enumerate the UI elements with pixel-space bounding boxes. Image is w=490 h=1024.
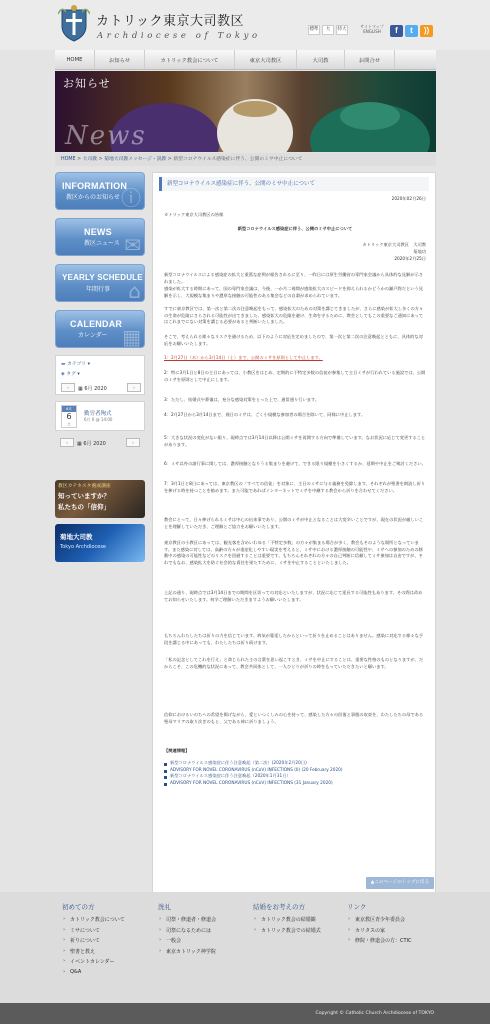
calendar-month-2[interactable] bbox=[77, 440, 106, 447]
footer-link[interactable]: › カトリック教会での結婚式 bbox=[253, 927, 321, 934]
tag-dropdown[interactable] bbox=[61, 370, 80, 377]
tag-label: タグ bbox=[66, 372, 76, 377]
article-date: 2020年02月26日 bbox=[391, 197, 426, 202]
breadcrumb bbox=[55, 153, 436, 166]
banner2-line1: 菊地大司教 bbox=[60, 533, 93, 541]
event-date-day: 6 bbox=[66, 412, 72, 421]
sitemap-link[interactable] bbox=[360, 24, 384, 34]
font-size-large-button[interactable]: 大 bbox=[322, 25, 334, 35]
yearly-watermark-icon: ⌂ bbox=[128, 279, 141, 302]
breadcrumb-home[interactable]: HOME bbox=[61, 157, 76, 162]
footer-link[interactable]: › 東京教区青少年委員会 bbox=[347, 916, 412, 923]
sidebar-news-ja: 教区ニュース bbox=[84, 240, 120, 247]
banner2-line2: Tokyo Archdiocese bbox=[60, 544, 107, 550]
nav-contact[interactable]: お問合せ bbox=[345, 50, 395, 69]
event-date-weekday: 土 bbox=[67, 422, 71, 426]
copyright: Copyright © Catholic Church Archdiocese of TOKYO bbox=[0, 1003, 490, 1024]
related-link[interactable]: ADVISORY FOR NOVEL CORONAVIRUS (nCoV) INFECTIONS (31 January 2020) bbox=[164, 781, 426, 788]
footer-link[interactable]: › 聖書と教え bbox=[62, 948, 125, 955]
sidebar-information-button[interactable] bbox=[55, 172, 145, 210]
article-item-2: 2：特に3月1日と8日の主日にあっては、小教区をはじめ、定期的に不特定多数の信徒が参集して主日ミサが行われている施設では、公開のミサを原則として中止にします。 bbox=[164, 371, 426, 383]
facebook-icon[interactable]: f bbox=[390, 25, 403, 37]
sitemap-label[interactable]: サイトマップ bbox=[360, 24, 384, 29]
footer-link[interactable]: › 司祭・修道者・修道会 bbox=[158, 916, 216, 923]
sidebar-calendar-en: CALENDAR bbox=[70, 319, 123, 329]
site-header bbox=[0, 0, 490, 50]
calendar-prev-button-2[interactable]: ‹ bbox=[60, 438, 74, 447]
folder-icon: ▬ bbox=[61, 362, 66, 367]
article-paragraph: 感染が拡大する時期にあって、国の専門家会議は、今後、一か月二週間が感染拡大のスピードを抑えられるかどうかの瀬戸際だという見解を示し、大規模な集まりや濃厚な接触の可能性のある集会などの自粛が求められています。 bbox=[164, 287, 423, 299]
footer-link[interactable]: › 司祭になるためには bbox=[158, 927, 216, 934]
breadcrumb-separator: > bbox=[77, 157, 82, 162]
sidebar-yearly-en: YEARLY SCHEDULE bbox=[62, 273, 143, 282]
calendar-prev-button[interactable]: ‹ bbox=[61, 383, 75, 392]
article-sender-3: 2020年2月25日 bbox=[394, 257, 426, 262]
article-title: 新型コロナウイルス感染症に伴う、公開のミサ中止について bbox=[237, 227, 353, 232]
footer-link[interactable]: › カリタスの家 bbox=[347, 927, 412, 934]
breadcrumb-separator: > bbox=[167, 157, 172, 162]
footer-link[interactable]: › イベントカレンダー bbox=[62, 958, 125, 965]
event-date-card bbox=[61, 405, 77, 428]
calendar-next-button[interactable]: › bbox=[127, 383, 141, 392]
event-panel bbox=[55, 401, 145, 431]
article-greeting: カトリック東京大司教区の皆様 bbox=[164, 213, 224, 218]
article-item-3: 3：ただし、結婚式や葬儀は、充分な感染対策をとった上で、通常通り行います。 bbox=[164, 398, 320, 403]
article-item-4: 4：2月27日から3月14日まで、週日のミサは、ごく小規模な参加者の場合を除いて、同様に中止します。 bbox=[164, 413, 366, 418]
article-paragraph: 新型コロナウイルスによる感染症の拡大と重篤な症例が報告されるに至り、一昨日には厚生労働省の専門家会議から具体的な見解が示されました。 bbox=[164, 273, 423, 285]
footer-link[interactable]: › ミサについて bbox=[62, 927, 125, 934]
related-link[interactable]: 新型コロナウイルス感染症に伴う注意喚起（第二次）(2020年2月20日) bbox=[164, 761, 426, 768]
article-paragraph: 信仰におけるいのちへの希望を掲げながら、愛といつくしみの心を持って、感染した方々の回復と事態の収束を、わたしたちの母である聖母マリアの取り次ぎのもと、父である神に祈りましょう。 bbox=[164, 713, 424, 725]
event-time: 6月 6 @ 14:00 bbox=[84, 417, 113, 422]
calendar-month-2-label: 6月 2020 bbox=[83, 441, 106, 447]
article-paragraph: すでに東京教区では、第一次と第二次の注意喚起をもって、感染拡大のための対策を講じてきましたが、さらに感染が拡大し多くの方々の生命が危険にさらされる可能性が出てきました。感染拡大の危険を避け、生命を守るために、教会としてもこの重要なご通知にあってはこれまでにない対策を講じる必要があると判断いたしました。 bbox=[164, 307, 424, 326]
sidebar-calendar-button[interactable] bbox=[55, 310, 145, 348]
footer-col-heading: 結婚をお考えの方 bbox=[253, 903, 305, 911]
sidebar-calendar-ja: カレンダー bbox=[78, 332, 108, 339]
calendar-month-1-label: 6月 2020 bbox=[84, 386, 107, 392]
sidebar-information-en: INFORMATION bbox=[62, 181, 128, 191]
calendar-nav-2 bbox=[55, 435, 145, 450]
related-link[interactable]: ADVISORY FOR NOVEL CORONAVIRUS (nCoV) INFECTIONS (II) (20 February 2020) bbox=[164, 768, 426, 775]
news-watermark-icon: ✉ bbox=[124, 233, 141, 256]
footer-col-marriage bbox=[253, 902, 321, 937]
sidebar-information-ja: 教区からのお知らせ bbox=[66, 194, 120, 201]
archbishop-banner[interactable] bbox=[55, 524, 145, 562]
footer-link[interactable]: › 東京カトリック神学院 bbox=[158, 948, 216, 955]
nav-home[interactable]: HOME bbox=[55, 50, 95, 69]
breadcrumb-messages[interactable]: 菊地大司教メッセージ・説教 bbox=[104, 157, 167, 162]
site-title[interactable]: カトリック東京大司教区 bbox=[96, 14, 244, 29]
font-size-normal-button[interactable]: 標準 bbox=[308, 25, 320, 35]
nav-about-church[interactable]: カトリック教会について bbox=[145, 50, 235, 69]
main-nav bbox=[55, 50, 436, 70]
footer-link[interactable]: › 一般会 bbox=[158, 937, 216, 944]
banner1-line3: 私たちの「信仰」 bbox=[58, 503, 110, 511]
calendar-icon: ▦ bbox=[77, 441, 82, 447]
breadcrumb-separator: > bbox=[98, 157, 103, 162]
article-paragraph: 東京教区の小教区にあっては、観光客を含めいわゆる「不特定多数」の方々が集まる場合が多く、教会もそのような場所となっています。また感染に対しては、高齢の方々が重症化しやすい現実を考えると、ミサ中における濃厚接触の可能性や、ミサへの参加のための移動中の感染の可能性などのリスクを回避することは重要です。もちろんそれぞれの方々の自己判断に信頼してミサ参加は自由ですが、それでもなお、感染拡大を防ぐ社会的な責任を果たすために、ミサを中止することといたしました。 bbox=[164, 541, 423, 566]
sidebar-yearly-ja: 年間行事 bbox=[86, 286, 111, 293]
sidebar-news-en: NEWS bbox=[84, 227, 112, 237]
article-item-6: 6：ミサ以外の諸行事に関しては、濃厚接触となりうる集まりを避けて、できる限り規模を小さくするか、延期や中止をご検討ください。 bbox=[164, 462, 426, 467]
event-date-month: 6月 bbox=[62, 406, 76, 412]
footer-link[interactable]: › 修院・修道会の方：CTIC bbox=[347, 937, 412, 944]
article-paragraph: 「私の記念としてこれを行え」と命じられた主の言葉を思い起こすとき、ミサを中止にすることは、重要な性格のものとなりますが、だからこそ、この危機的な状況にあって、教会共同体として、一人ひとりが祈りの時をもっていただきたいと願います。 bbox=[164, 658, 424, 670]
rss-icon[interactable]: )) bbox=[420, 25, 433, 37]
event-title[interactable]: 勤労者殉式 bbox=[84, 411, 112, 417]
footer-link[interactable]: › カトリック教会の結婚観 bbox=[253, 916, 321, 923]
related-link[interactable]: 新型コロナウイルス感染症に伴う注意喚起（2020年1月31日） bbox=[164, 774, 426, 781]
footer-col-first-timers bbox=[62, 902, 125, 979]
font-size-xlarge-button[interactable]: 特大 bbox=[336, 25, 348, 35]
info-watermark-icon: ⓘ bbox=[121, 186, 141, 210]
back-to-top-button[interactable]: ▲このページのトップに戻る bbox=[366, 877, 434, 889]
article-paragraph: そこで、考えられる様々なリスクを避けるため、以下のように対応を定めましたので、第一次と第二次の注意喚起とともに、具体的な対応をお願いいたします。 bbox=[164, 335, 423, 347]
nav-archbishop[interactable]: 大司教 bbox=[297, 50, 345, 69]
breadcrumb-current: 新型コロナウイルス感染症に伴う、公開のミサ中止について bbox=[173, 157, 303, 162]
archdiocese-crest-icon[interactable] bbox=[58, 4, 90, 42]
taxonomy-panel bbox=[55, 355, 145, 395]
tag-icon: ◆ bbox=[61, 372, 65, 377]
article-heading: 新型コロナウイルス感染症に伴う、公開のミサ中止について bbox=[159, 177, 429, 191]
sidebar-yearly-button[interactable] bbox=[55, 264, 145, 302]
nav-archdiocese[interactable]: 東京大司教区 bbox=[235, 50, 297, 69]
article-paragraph: 教会にとって、日々捧げられるミサは中心の出来事であり、公開のミサが中止となることは大変辛いことですが、現在の状況が厳しいことを理解していただき、ご理解とご協力をお願いいたします。 bbox=[164, 518, 424, 530]
sidebar-news-button[interactable] bbox=[55, 218, 145, 256]
footer-col-heading: 洗礼 bbox=[158, 903, 171, 911]
category-dropdown[interactable] bbox=[61, 360, 90, 367]
chevron-down-icon: ▾ bbox=[87, 362, 91, 367]
calendar-month-1[interactable] bbox=[78, 385, 107, 392]
footer-col-baptism bbox=[158, 902, 216, 958]
english-label[interactable]: ENGLISH bbox=[363, 29, 381, 34]
hero-banner bbox=[55, 71, 436, 152]
article-sender-2: 菊地功 bbox=[413, 250, 426, 255]
calendar-next-button-2[interactable]: › bbox=[126, 438, 140, 447]
article-sender-1: カトリック東京大司教区 大司教 bbox=[362, 243, 426, 248]
chevron-down-icon: ▾ bbox=[77, 372, 80, 377]
twitter-icon[interactable]: t bbox=[405, 25, 418, 37]
breadcrumb-archbishop[interactable]: 大司教 bbox=[82, 157, 98, 162]
banner1-line2: 知っていますか？ bbox=[58, 492, 110, 500]
article-item-7: 7：3月1日と8日にあっては、東京教区の「すべての信徒」を対象に、主日のミサに与る義務を免除します。それぞれが聖書を朗読し祈りを捧げる時を持つことを勧めます。また可能であればインターネットでミサを中継する教会から祈りを合わせてください。 bbox=[164, 482, 426, 494]
footer-link[interactable]: › Q&A bbox=[62, 969, 125, 975]
article-paragraph: もちろんわたしたちは祈りの力を信じています。病気が蔓延したからといって祈りを止めることはありません。感染に対応する様々な手段を講じる中にあっても、わたしたちは祈り続けます。 bbox=[164, 634, 424, 646]
hero-watermark: News bbox=[65, 121, 147, 151]
hero-title: お知らせ bbox=[63, 77, 111, 90]
site-subtitle: Archdiocese of Tokyo bbox=[97, 31, 261, 41]
calendar-watermark-icon: ▦ bbox=[122, 325, 141, 348]
catechist-course-banner[interactable] bbox=[55, 480, 145, 518]
footer-link[interactable]: › 祈りについて bbox=[62, 937, 125, 944]
footer-col-heading: 初めての方 bbox=[62, 903, 95, 911]
related-list bbox=[164, 761, 426, 787]
article-panel bbox=[152, 172, 436, 962]
footer-col-links bbox=[347, 902, 412, 948]
calendar-icon: ▦ bbox=[78, 386, 83, 392]
banner1-line1: 教区カテキスタ養成講座 bbox=[58, 484, 111, 489]
footer-col-heading: リンク bbox=[347, 903, 367, 911]
article-item-5: 5：大きな状況の変化がない限り、現時点では3月14日以降は公開ミサを再開する方向で準備しています。なお状況に応じて変更することがあります。 bbox=[164, 436, 426, 448]
related-heading: 【関連情報】 bbox=[164, 749, 190, 754]
footer-link[interactable]: › カトリック教会について bbox=[62, 916, 125, 923]
nav-news[interactable]: お知らせ bbox=[95, 50, 145, 69]
article-paragraph: 上記の通り、現時点では3月14日までの期間を区切っての対応といたしますが、状況に応じて延長する可能性もあります。その際は改めてお知らせいたします。何卒ご理解いただきますようお願いいたします。 bbox=[164, 591, 423, 603]
article-item-1: 1：2月27日（木）から3月14日（土）まで、公開のミサを原則として中止します。 bbox=[164, 356, 323, 361]
category-label: カテゴリ bbox=[67, 362, 87, 367]
